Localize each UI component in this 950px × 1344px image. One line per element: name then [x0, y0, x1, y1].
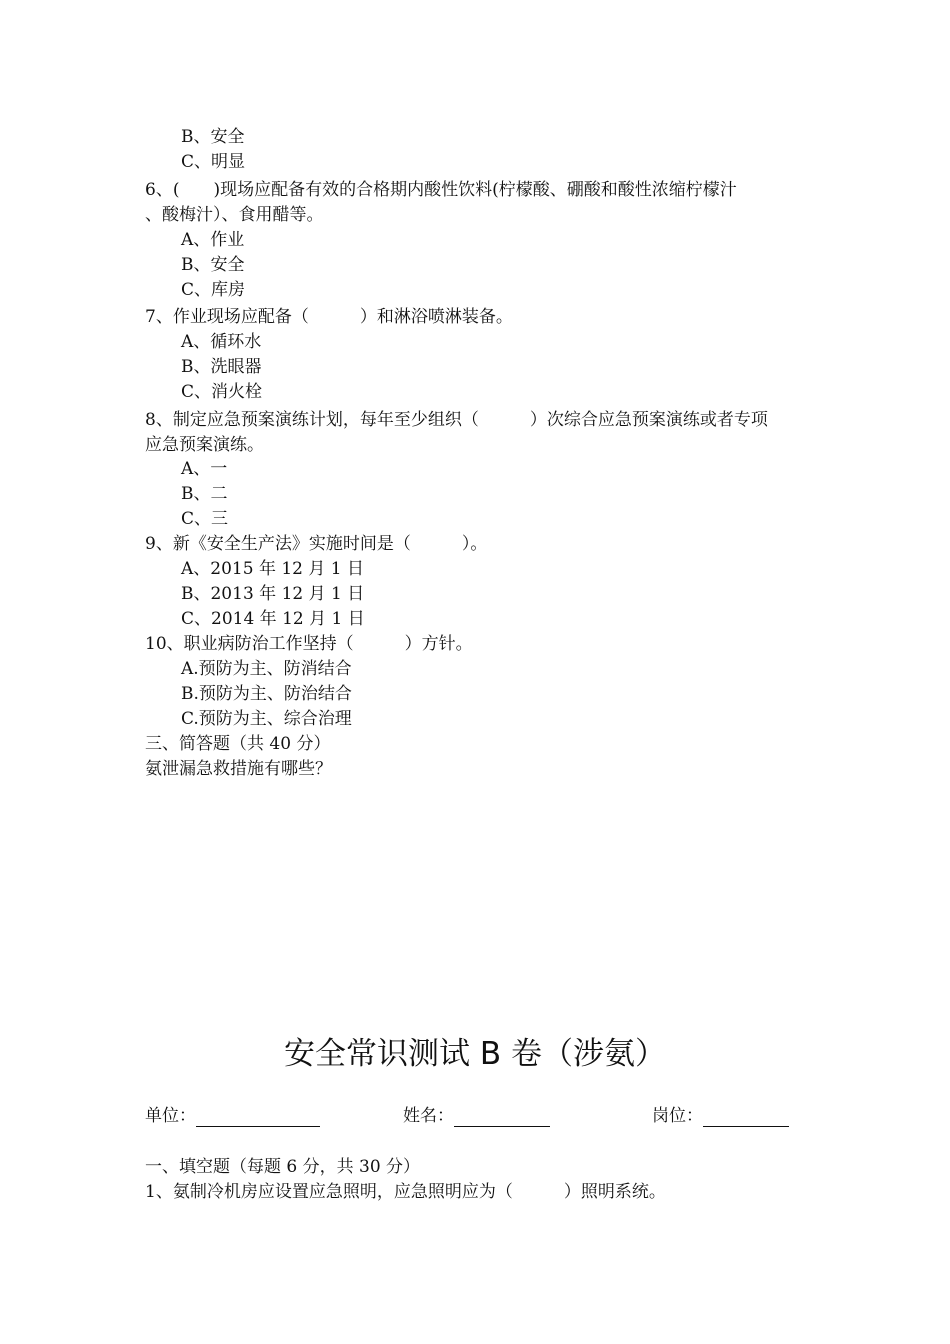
section1-q1: 1、氨制冷机房应设置应急照明，应急照明应为（ ）照明系统。 [145, 1182, 666, 1202]
q7-text: 7、作业现场应配备（ ）和淋浴喷淋装备。 [145, 307, 513, 327]
q6-option-b: B、安全 [181, 255, 245, 275]
q10-option-b: B.预防为主、防治结合 [181, 684, 352, 704]
q5-option-c: C、明显 [181, 152, 246, 172]
section3-heading: 三、简答题（共 40 分） [145, 734, 331, 754]
q6-option-a: A、作业 [181, 230, 245, 250]
name-field [403, 1105, 550, 1127]
q7-option-b: B、洗眼器 [181, 357, 262, 377]
section3-question: 氨泄漏急救措施有哪些？ [145, 759, 332, 779]
q8-option-a: A、一 [181, 459, 228, 479]
q9-option-a: A、2015 年 12 月 1 日 [181, 559, 365, 579]
name-label: 姓名： [403, 1106, 454, 1126]
post-blank [703, 1109, 789, 1127]
q7-option-c: C、消火栓 [181, 382, 263, 402]
post-field [652, 1105, 789, 1127]
q10-option-c: C.预防为主、综合治理 [181, 709, 352, 729]
q8-text-line1: 8、制定应急预案演练计划，每年至少组织（ ）次综合应急预案演练或者专项 [145, 410, 768, 430]
unit-field [145, 1105, 320, 1127]
unit-label: 单位： [145, 1106, 196, 1126]
q6-text-line2: 、酸梅汁）、食用醋等。 [145, 205, 324, 225]
q9-text: 9、新《安全生产法》实施时间是（ ）。 [145, 534, 488, 554]
section1-heading: 一、填空题（每题 6 分，共 30 分） [145, 1157, 421, 1177]
q10-text: 10、职业病防治工作坚持（ ）方针。 [145, 634, 473, 654]
q6-text-line1: 6、( )现场应配备有效的合格期内酸性饮料(柠檬酸、硼酸和酸性浓缩柠檬汁 [145, 180, 737, 200]
q8-text-line2: 应急预案演练。 [145, 435, 264, 455]
post-label: 岗位： [652, 1106, 703, 1126]
q9-option-c: C、2014 年 12 月 1 日 [181, 609, 365, 629]
q8-option-b: B、二 [181, 484, 228, 504]
q8-option-c: C、三 [181, 509, 229, 529]
q6-option-c: C、库房 [181, 280, 246, 300]
q5-option-b: B、安全 [181, 127, 245, 147]
q9-option-b: B、2013 年 12 月 1 日 [181, 584, 365, 604]
q7-option-a: A、循环水 [181, 332, 262, 352]
q10-option-a: A.预防为主、防消结合 [181, 659, 352, 679]
name-blank [454, 1109, 550, 1127]
unit-blank [196, 1109, 320, 1127]
exam-title: 安全常识测试 B 卷（涉氨） [284, 1036, 666, 1072]
